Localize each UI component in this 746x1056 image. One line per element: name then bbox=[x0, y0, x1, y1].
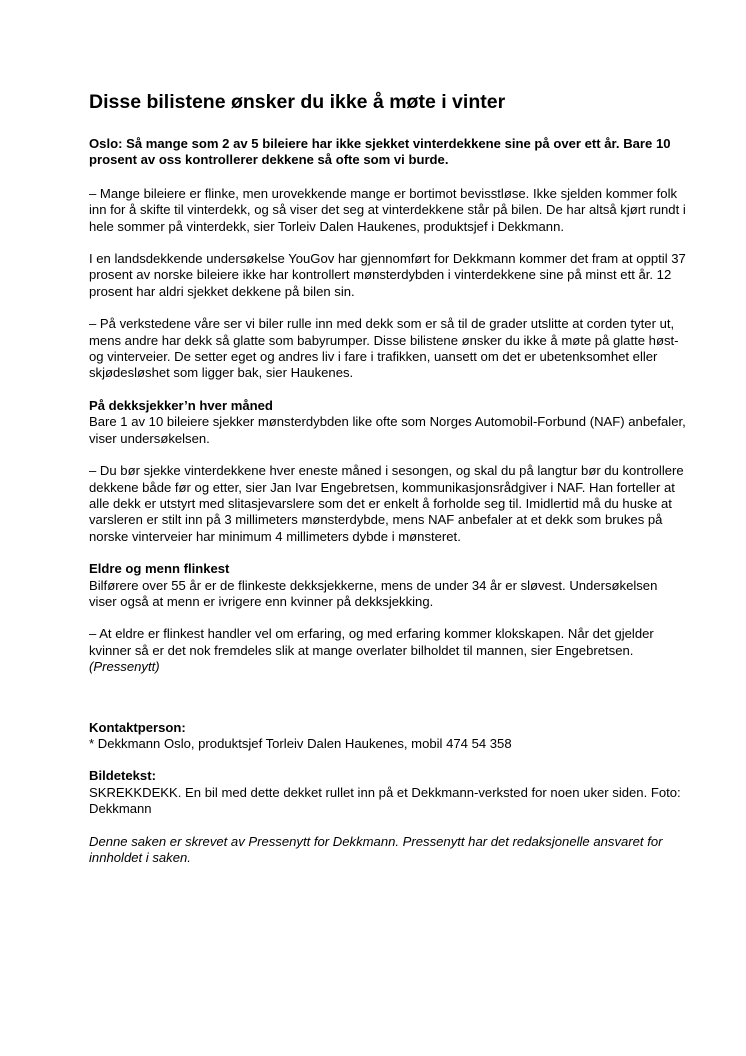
caption-text: SKREKKDEKK. En bil med dette dekket rullet inn på et Dekkmann-verksted for noen uker siden. Foto: Dekkmann bbox=[89, 784, 681, 817]
body-paragraph: I en landsdekkende undersøkelse YouGov har gjennomført for Dekkmann kommer det fram at opptil 37 prosent av norske bileiere ikke har kontrollert mønsterdybden i vinterdekkene sine på minst ett år. 12 prosent har aldri sjekket dekkene på bilen sin. bbox=[89, 251, 686, 299]
footer-note: Denne saken er skrevet av Pressenytt for Dekkmann. Pressenytt har det redaksjonelle ansvaret for innholdet i saken. bbox=[89, 833, 663, 865]
section-block bbox=[89, 561, 686, 610]
section-paragraph: Bilførere over 55 år er de flinkeste dekksjekkerne, mens de under 34 år er sløvest. Undersøkelsen viser også at menn er ivrigere enn kvinner på dekksjekking. bbox=[89, 577, 658, 609]
contact-text: * Dekkmann Oslo, produktsjef Torleiv Dalen Haukenes, mobil 474 54 358 bbox=[89, 735, 512, 751]
section-block bbox=[89, 626, 686, 675]
section-block bbox=[89, 398, 686, 447]
contact-block bbox=[89, 720, 686, 753]
caption-heading: Bildetekst: bbox=[89, 768, 156, 784]
body-paragraph: – På verkstedene våre ser vi biler rulle inn med dekk som er så til de grader utslitte at corden tyter ut, mens andre har dekk så glatte som babyrumper. Disse bilistene ønsker du ikke å møte på glatte høst- og vinterveier. De setter eget og andres liv i fare i trafikken, uansett om det er ubetenksomhet eller skjødesløshet som ligger bak, sier Haukenes. bbox=[89, 316, 679, 381]
article-lead: Oslo: Så mange som 2 av 5 bileiere har ikke sjekket vinterdekkene sine på over ett år. Bare 10 prosent av oss kontrollerer dekkene så ofte som vi burde. bbox=[89, 136, 671, 168]
body-paragraph: – At eldre er flinkest handler vel om erfaring, og med erfaring kommer klokskapen. Når det gjelder kvinner så er det nok fremdeles slik at mange overlater bilholdet til mannen, sier Engebretsen. bbox=[89, 626, 654, 658]
caption-block bbox=[89, 768, 686, 817]
spacer bbox=[89, 692, 686, 720]
contact-heading: Kontaktperson: bbox=[89, 719, 186, 735]
body-paragraph: – Du bør sjekke vinterdekkene hver eneste måned i sesongen, og skal du på langtur bør du kontrollere dekkene både før og etter, sier Jan Ivar Engebretsen, kommunikasjonsrådgiver i NAF. Han forteller at alle dekk er utstyrt med slitasjevarslere som det er enkelt å forholde seg til. Imidlertid må du huske at varsleren er stilt inn på 3 millimeters mønsterdybde, mens NAF anbefaler at et dekk som brukes på norske vinterveier har minimum 4 millimeters dybde i mønsteret. bbox=[89, 463, 684, 544]
article-title: Disse bilistene ønsker du ikke å møte i vinter bbox=[89, 91, 506, 113]
section-heading: På dekksjekker’n hver måned bbox=[89, 397, 273, 413]
section-paragraph: Bare 1 av 10 bileiere sjekker mønsterdybden like ofte som Norges Automobil-Forbund (NAF) anbefaler, viser undersøkelsen. bbox=[89, 414, 686, 446]
section-heading: Eldre og menn flinkest bbox=[89, 561, 230, 577]
body-paragraph: – Mange bileiere er flinke, men urovekkende mange er bortimot bevisstløse. Ikke sjelden kommer folk inn for å skifte til vinterdekk, og så viser det seg at vinterdekkene står på bilen. De har altså kjørt rundt i hele sommer på vinterdekk, sier Torleiv Dalen Haukenes, produktsjef i Dekkmann. bbox=[89, 185, 686, 234]
source-note: (Pressenytt) bbox=[89, 659, 160, 675]
